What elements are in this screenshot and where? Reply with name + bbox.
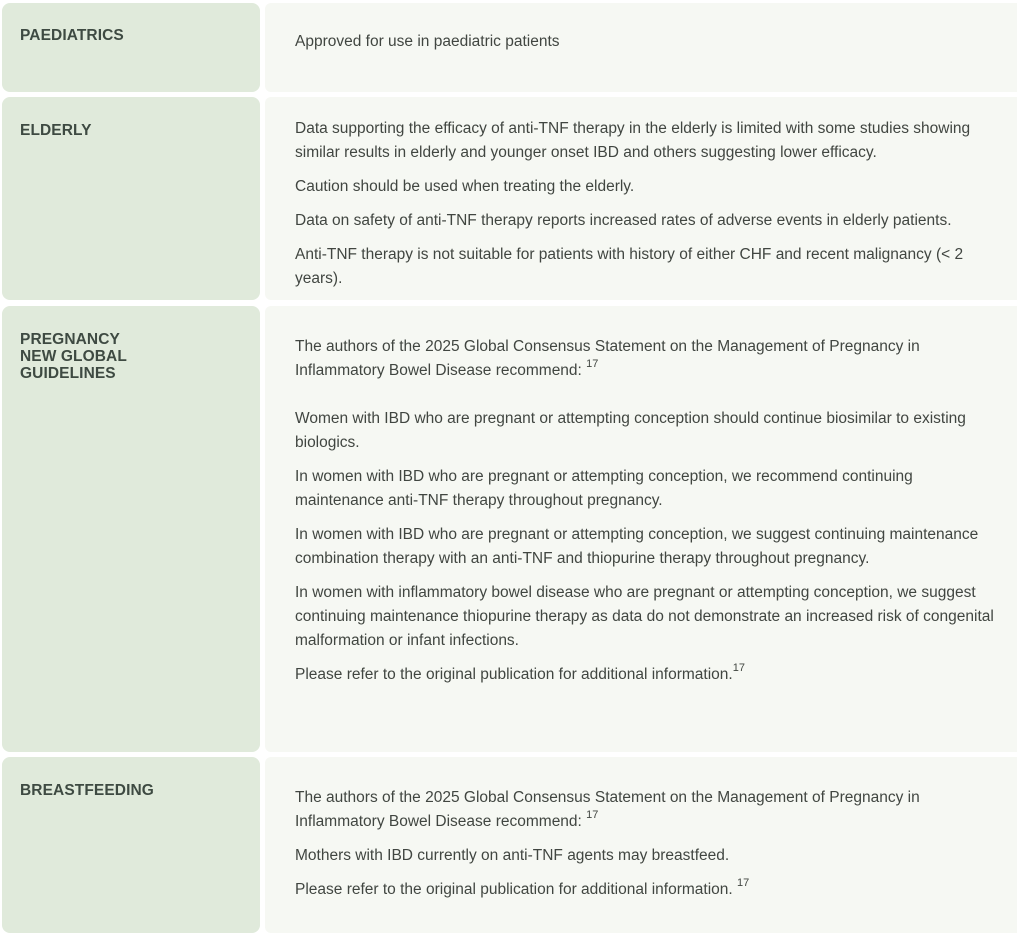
content-paragraph: The authors of the 2025 Global Consensus Statement on the Management of Pregnancy in Inflammatory Bowel Disease recommend: $^{17}$ <box>295 338 920 379</box>
content-paragraph: Mothers with IBD currently on anti-TNF agents may breastfeed. <box>295 847 730 864</box>
row-label: BREASTFEEDING <box>20 782 154 799</box>
content-paragraph: Please refer to the original publication for additional information.$^{17}$ <box>295 661 745 683</box>
content-paragraph: Anti-TNF therapy is not suitable for patients with history of either CHF and recent malignancy (< 2 years). <box>295 246 964 287</box>
row-label-cell <box>2 757 260 933</box>
table-row-paediatrics <box>0 3 1017 92</box>
content-paragraph: Data supporting the efficacy of anti-TNF therapy in the elderly is limited with some studies showing similar results in elderly and younger onset IBD and others suggesting lower efficacy. <box>295 120 971 161</box>
row-label: ELDERLY <box>20 122 92 139</box>
table-row-pregnancy <box>0 306 1017 752</box>
row-content-cell <box>265 3 1017 92</box>
row-label-cell <box>2 306 260 752</box>
table-row-breastfeeding <box>0 757 1017 933</box>
content-paragraph: Women with IBD who are pregnant or attempting conception should continue biosimilar to existing biologics. <box>295 410 966 451</box>
content-paragraph: The authors of the 2025 Global Consensus Statement on the Management of Pregnancy in Inflammatory Bowel Disease recommend: $^{17}$ <box>295 789 920 830</box>
row-label-cell <box>2 97 260 300</box>
content-paragraph: In women with inflammatory bowel disease who are pregnant or attempting conception, we suggest continuing maintenance thiopurine therapy as data do not demonstrate an increased risk of congenital malformation or infant infections. <box>295 584 994 649</box>
row-content-cell <box>265 306 1017 752</box>
content-paragraph: In women with IBD who are pregnant or attempting conception, we recommend continuing maintenance anti-TNF therapy throughout pregnancy. <box>295 468 913 509</box>
reference-superscript: 17 <box>586 357 599 370</box>
reference-superscript: 17 <box>732 661 745 674</box>
content-paragraph: In women with IBD who are pregnant or attempting conception, we suggest continuing maintenance combination therapy with an anti-TNF and thiopurine therapy throughout pregnancy. <box>295 526 979 567</box>
row-content-cell <box>265 97 1017 300</box>
content-paragraph: Caution should be used when treating the elderly. <box>295 178 635 195</box>
content-paragraph: Data on safety of anti-TNF therapy reports increased rates of adverse events in elderly patients. <box>295 212 952 229</box>
row-content-cell <box>265 757 1017 933</box>
reference-superscript: 17 <box>737 876 750 889</box>
row-label: PREGNANCY NEW GLOBAL GUIDELINES <box>20 331 127 382</box>
table-row-elderly <box>0 97 1017 300</box>
row-label-cell <box>2 3 260 92</box>
content-paragraph: Approved for use in paediatric patients <box>295 33 560 50</box>
row-label: PAEDIATRICS <box>20 27 124 44</box>
reference-superscript: 17 <box>586 808 599 821</box>
content-paragraph: Please refer to the original publication for additional information. $^{17}$ <box>295 876 750 898</box>
